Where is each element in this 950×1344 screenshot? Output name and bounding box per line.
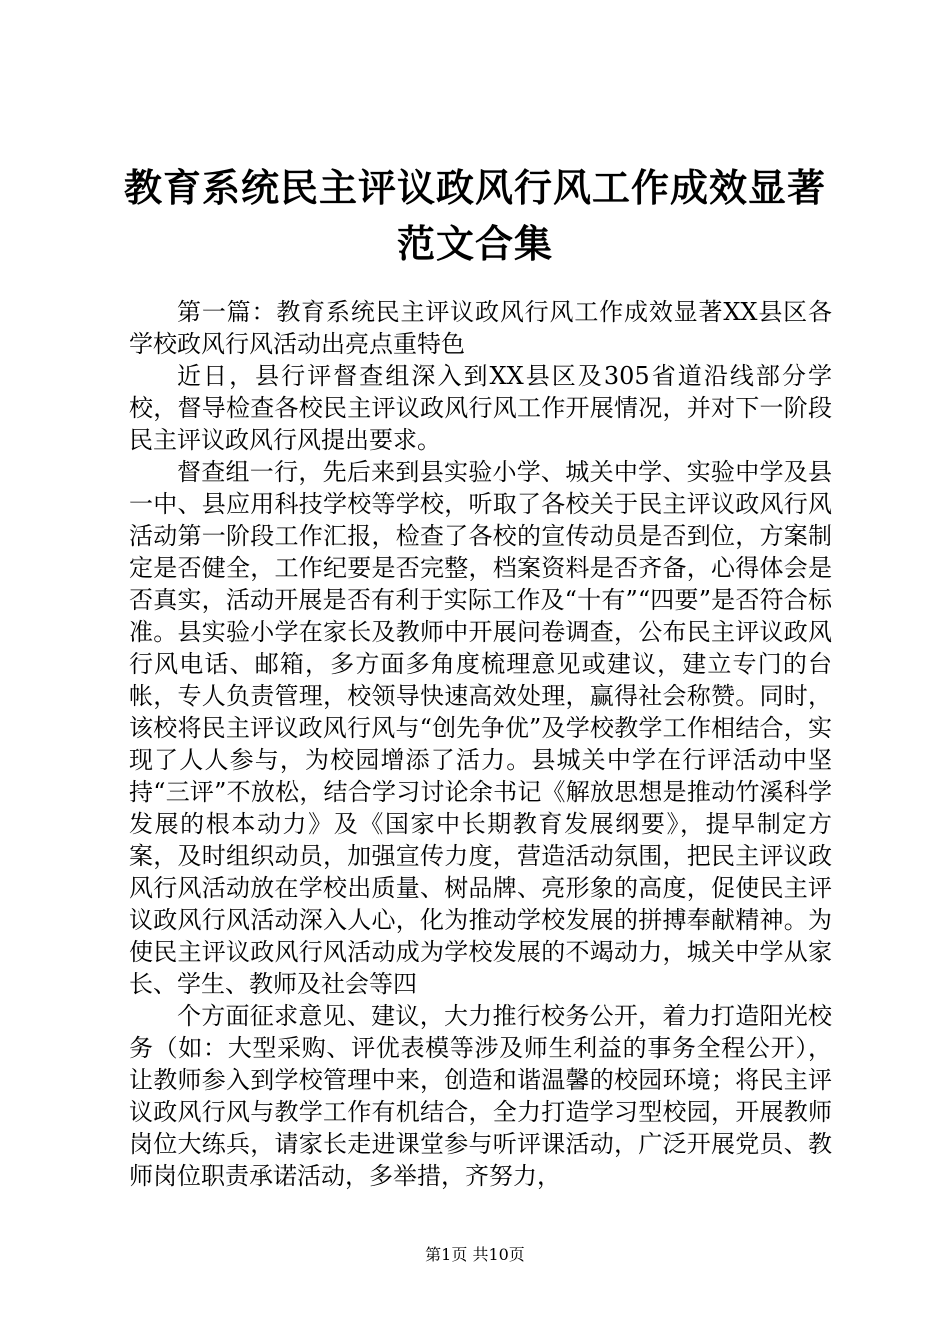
paragraph: 督查组一行，先后来到县实验小学、城关中学、实验中学及县一中、县应用科技学校等学校，听取了各校关于民主评议政风行风活动第一阶段工作汇报，检查了各校的宣传动员是否到位，方案制定是否健全，工作纪要是否完整，档案资料是否齐备，心得体会是否真实，活动开展是否有利于实际工作及“十有”“四要”是否符合标准。县实验小学在家长及教师中开展问卷调查，公布民主评议政风行风电话、邮箱，多方面多角度梳理意见或建议，建立专门的台帐，专人负责管理，校领导快速高效处理，赢得社会称赞。同时，该校将民主评议政风行风与“创先争优”及学校教学工作相结合，实现了人人参与，为校园增添了活力。县城关中学在行评活动中坚持“三评”不放松，结合学习讨论余书记《解放思想是推动竹溪科学发展的根本动力》及《国家中长期教育发展纲要》，提早制定方案，及时组织动员，加强宣传力度，营造活动氛围，把民主评议政风行风活动放在学校出质量、树品牌、亮形象的高度，促使民主评议政风行风活动深入人心，化为推动学校发展的拼搏奉献精神。为使民主评议政风行风活动成为学校发展的不竭动力，城关中学从家长、学生、教师及社会等四 [129, 458, 832, 998]
paragraph-heading: 第一篇：教育系统民主评议政风行风工作成效显著XX县区各学校政风行风活动出亮点重特色 [129, 298, 832, 358]
document-title: 教育系统民主评议政风行风工作成效显著范文合集 [123, 166, 826, 266]
paragraph: 个方面征求意见、建议，大力推行校务公开，着力打造阳光校务（如：大型采购、评优表模等涉及师生利益的事务全程公开），让教师参入到学校管理中来，创造和谐温馨的校园环境；将民主评议政风行风与教学工作有机结合，全力打造学习型校园，开展教师岗位大练兵，请家长走进课堂参与听评课活动，广泛开展党员、教师岗位职责承诺活动，多举措，齐努力， [129, 1002, 832, 1190]
document-body [129, 296, 832, 1192]
page-number-footer: 第1页 共10页 [425, 1245, 525, 1264]
paragraph: 近日，县行评督查组深入到XX县区及305省道沿线部分学校，督导检查各校民主评议政风行风工作开展情况，并对下一阶段民主评议政风行风提出要求。 [129, 362, 832, 454]
